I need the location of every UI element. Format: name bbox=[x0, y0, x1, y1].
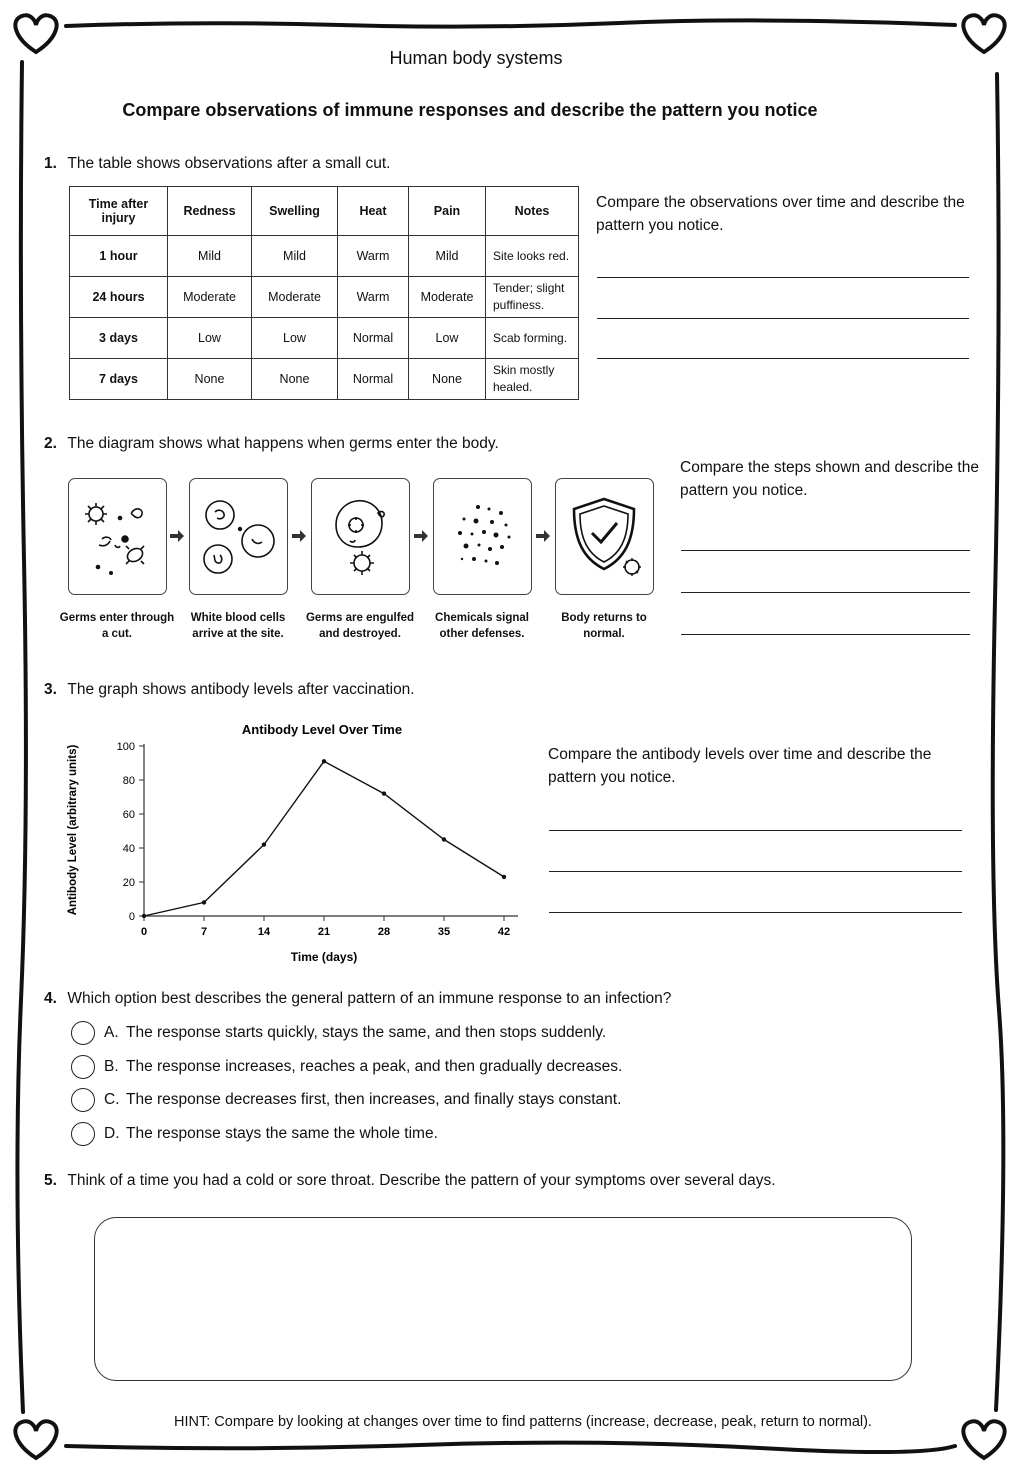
table-cell: Mild bbox=[409, 236, 486, 277]
answer-box[interactable] bbox=[94, 1217, 912, 1381]
table-cell: 24 hours bbox=[70, 277, 168, 318]
data-point bbox=[142, 914, 146, 918]
table-cell: Scab forming. bbox=[486, 318, 579, 359]
arrow-right-icon bbox=[413, 528, 429, 544]
data-point bbox=[322, 759, 326, 763]
step-2-caption: White blood cells arrive at the site. bbox=[190, 612, 286, 640]
table-cell: 1 hour bbox=[70, 236, 168, 277]
x-tick-label: 42 bbox=[497, 926, 511, 938]
option-radio[interactable] bbox=[71, 1088, 95, 1112]
table-cell: Mild bbox=[252, 236, 338, 277]
step-4-box bbox=[433, 478, 532, 595]
step-1-box bbox=[68, 478, 167, 595]
option-radio[interactable] bbox=[71, 1055, 95, 1079]
table-cell: None bbox=[168, 359, 252, 400]
series-line bbox=[144, 761, 504, 916]
table-cell: Warm bbox=[338, 236, 409, 277]
answer-line[interactable] bbox=[681, 634, 970, 635]
step-3-caption: Germs are engulfed and destroyed. bbox=[305, 612, 414, 640]
answer-line[interactable] bbox=[549, 912, 962, 913]
table-cell: Warm bbox=[338, 277, 409, 318]
page-title: Compare observations of immune responses and describe the pattern you notice bbox=[122, 100, 818, 120]
question-3 bbox=[44, 681, 415, 699]
option-radio[interactable] bbox=[71, 1021, 95, 1045]
option-letter: D. bbox=[104, 1125, 120, 1142]
data-point bbox=[382, 791, 386, 795]
table-cell: 3 days bbox=[70, 318, 168, 359]
option-letter: B. bbox=[104, 1058, 119, 1075]
step-2-box bbox=[189, 478, 288, 595]
table-cell: Site looks red. bbox=[486, 236, 579, 277]
table-row bbox=[70, 277, 579, 318]
table-cell: Normal bbox=[338, 359, 409, 400]
option-text: The response stays the same the whole time. bbox=[126, 1125, 438, 1142]
germs-icon bbox=[69, 479, 166, 594]
question-number: 3. bbox=[44, 681, 57, 698]
question-number: 4. bbox=[44, 990, 57, 1007]
chart-y-axis-label: Antibody Level (arbitrary units) bbox=[67, 744, 79, 916]
option-letter: C. bbox=[104, 1091, 120, 1108]
table-cell: Skin mostly healed. bbox=[486, 359, 579, 400]
step-5-box bbox=[555, 478, 654, 595]
step-1-caption: Germs enter through a cut. bbox=[59, 612, 175, 640]
table-cell: Mild bbox=[168, 236, 252, 277]
y-tick-label: 40 bbox=[122, 843, 135, 855]
table-cell: Low bbox=[168, 318, 252, 359]
question-1 bbox=[44, 155, 390, 173]
x-tick-label: 14 bbox=[257, 926, 271, 938]
answer-line[interactable] bbox=[681, 550, 970, 551]
table-cell: Moderate bbox=[409, 277, 486, 318]
table-row bbox=[70, 318, 579, 359]
option-radio[interactable] bbox=[71, 1122, 95, 1146]
table-cell: Low bbox=[409, 318, 486, 359]
arrow-right-icon bbox=[169, 528, 185, 544]
y-tick-label: 0 bbox=[128, 911, 135, 923]
y-tick-label: 20 bbox=[122, 877, 135, 889]
q1-prompt: Compare the observations over time and describe the pattern you notice. bbox=[596, 194, 965, 234]
question-5 bbox=[44, 1172, 776, 1190]
question-2 bbox=[44, 435, 499, 453]
table-cell: Moderate bbox=[252, 277, 338, 318]
table-cell: Low bbox=[252, 318, 338, 359]
step-4-caption: Chemicals signal other defenses. bbox=[435, 612, 529, 640]
data-point bbox=[442, 837, 446, 841]
y-tick-label: 80 bbox=[122, 775, 135, 787]
table-header: Heat bbox=[338, 187, 409, 236]
table-cell: Moderate bbox=[168, 277, 252, 318]
question-number: 1. bbox=[44, 155, 57, 172]
step-3-box bbox=[311, 478, 410, 595]
x-tick-label: 35 bbox=[437, 926, 451, 938]
question-number: 2. bbox=[44, 435, 57, 452]
question-text: Think of a time you had a cold or sore throat. Describe the pattern of your symptoms over several days. bbox=[67, 1172, 776, 1189]
q3-prompt: Compare the antibody levels over time and describe the pattern you notice. bbox=[548, 746, 932, 786]
table-header: Swelling bbox=[252, 187, 338, 236]
answer-line[interactable] bbox=[597, 318, 969, 319]
question-4 bbox=[44, 990, 671, 1008]
answer-line[interactable] bbox=[549, 830, 962, 831]
y-tick-label: 60 bbox=[122, 809, 135, 821]
step-5-caption: Body returns to normal. bbox=[561, 612, 647, 640]
table-cell: None bbox=[409, 359, 486, 400]
table-cell: Tender; slight puffiness. bbox=[486, 277, 579, 318]
observation-table bbox=[69, 186, 579, 400]
q2-prompt: Compare the steps shown and describe the pattern you notice. bbox=[680, 459, 979, 499]
x-tick-label: 0 bbox=[140, 926, 148, 938]
antibody-line-chart bbox=[60, 716, 530, 971]
subject-heading: Human body systems bbox=[389, 48, 563, 68]
data-point bbox=[262, 842, 266, 846]
option-text: The response starts quickly, stays the same, and then stops suddenly. bbox=[126, 1024, 607, 1041]
table-header: Redness bbox=[168, 187, 252, 236]
x-tick-label: 7 bbox=[200, 926, 208, 938]
hint-text: HINT: Compare by looking at changes over time to find patterns (increase, decrease, peak, return to normal). bbox=[174, 1414, 872, 1430]
white-blood-cells-icon bbox=[190, 479, 287, 594]
answer-line[interactable] bbox=[549, 871, 962, 872]
question-text: The diagram shows what happens when germs enter the body. bbox=[67, 435, 499, 452]
question-text: The table shows observations after a small cut. bbox=[67, 155, 391, 172]
arrow-right-icon bbox=[291, 528, 307, 544]
question-number: 5. bbox=[44, 1172, 57, 1189]
chart-x-axis-label: Time (days) bbox=[290, 950, 358, 964]
data-point bbox=[502, 875, 506, 879]
x-tick-label: 28 bbox=[377, 926, 391, 938]
table-header: Time after injury bbox=[70, 187, 168, 236]
answer-line[interactable] bbox=[681, 592, 970, 593]
chemical-signals-icon bbox=[434, 479, 531, 594]
table-row bbox=[70, 359, 579, 400]
answer-line[interactable] bbox=[597, 277, 969, 278]
engulfing-cell-icon bbox=[312, 479, 409, 594]
table-cell: Normal bbox=[338, 318, 409, 359]
data-point bbox=[202, 900, 206, 904]
answer-line[interactable] bbox=[597, 358, 969, 359]
arrow-right-icon bbox=[535, 528, 551, 544]
table-header: Pain bbox=[409, 187, 486, 236]
question-text: The graph shows antibody levels after vaccination. bbox=[67, 681, 415, 698]
shield-check-icon bbox=[556, 479, 653, 594]
chart-title: Antibody Level Over Time bbox=[241, 722, 403, 737]
table-header: Notes bbox=[486, 187, 579, 236]
y-tick-label: 100 bbox=[116, 741, 135, 753]
table-header-row bbox=[70, 187, 579, 236]
table-row bbox=[70, 236, 579, 277]
option-text: The response decreases first, then increases, and finally stays constant. bbox=[126, 1091, 622, 1108]
option-letter: A. bbox=[104, 1024, 119, 1041]
option-text: The response increases, reaches a peak, and then gradually decreases. bbox=[126, 1058, 623, 1075]
table-cell: 7 days bbox=[70, 359, 168, 400]
question-text: Which option best describes the general pattern of an immune response to an infection? bbox=[67, 990, 672, 1007]
x-tick-label: 21 bbox=[317, 926, 331, 938]
table-cell: None bbox=[252, 359, 338, 400]
